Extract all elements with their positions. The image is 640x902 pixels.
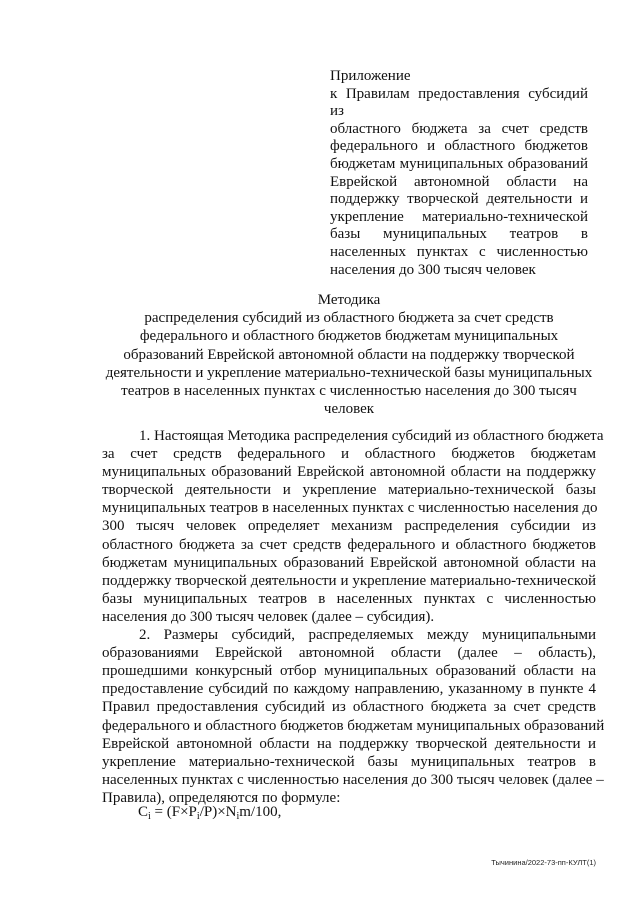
- paragraph-2-line: образованиями Еврейской автономной области (далее – область),: [102, 645, 596, 662]
- formula-subscript: i: [148, 811, 151, 822]
- paragraph-1-line: 1. Настоящая Методика распределения субсидий из областного бюджета: [139, 428, 604, 444]
- document-body: [102, 427, 605, 807]
- paragraph-1-line: бюджетам муниципальных образований Еврейской автономной области на: [102, 554, 596, 571]
- appendix-line: к Правилам предоставления субсидий из: [330, 85, 588, 120]
- formula-part: = (F×P: [150, 804, 197, 820]
- paragraph-1-line: поддержку творческой деятельности и укрепление материально-технической: [102, 572, 596, 589]
- paragraph-2-line: населенных пунктах с численностью населения до 300 тысяч человек (далее –: [102, 771, 604, 788]
- title-line: человек: [323, 401, 375, 418]
- title-line: распределения субсидий из областного бюджета за счет средств: [144, 310, 554, 327]
- appendix-line: населенных пунктах с численностью: [330, 243, 588, 260]
- formula-subscript: i: [196, 811, 200, 822]
- subsidy-formula: [138, 803, 281, 826]
- title-heading: Методика: [317, 292, 381, 308]
- paragraph-1-line: за счет средств федерального и областного бюджетов бюджетам: [102, 446, 596, 463]
- paragraph-1-line: муниципальных образований Еврейской автономной области на поддержку: [102, 464, 596, 481]
- paragraph-2-line: предоставление субсидий по каждому направлению, указанному в пункте 4: [102, 681, 596, 698]
- document-reference-footer: Тычинина/2022-73-пп-КУЛТ(1): [491, 858, 596, 867]
- paragraph-2-line: прошедшими конкурсный отбор муниципальных образований области на: [102, 663, 596, 680]
- formula-part: /P)×N: [199, 804, 237, 820]
- paragraph-1-line: базы муниципальных театров в населенных пунктах с численностью: [102, 590, 596, 607]
- paragraph-2-line: укрепление материально-технической базы муниципальных театров в: [102, 753, 596, 770]
- appendix-line: областного бюджета за счет средств: [330, 120, 588, 137]
- paragraph-1-line: муниципальных театров в населенных пунктах с численностью населения до: [102, 500, 598, 517]
- appendix-line: бюджетам муниципальных образований: [330, 155, 588, 172]
- appendix-line: укрепление материально-технической: [330, 208, 588, 225]
- title-line: деятельности и укрепление материально-технической базы муниципальных: [105, 364, 593, 381]
- document-title: [102, 291, 596, 418]
- paragraph-2-line: 2. Размеры субсидий, распределяемых между муниципальными: [139, 627, 596, 644]
- formula-part: C: [138, 804, 149, 820]
- title-line: театров в населенных пунктах с численностью населения до 300 тысяч: [121, 383, 577, 400]
- appendix-line: поддержку творческой деятельности и: [330, 191, 588, 208]
- paragraph-1-line: населения до 300 тысяч человек (далее – субсидия).: [102, 608, 435, 625]
- appendix-line: федерального и областного бюджетов: [330, 138, 588, 155]
- formula-part: m/100,: [239, 804, 282, 820]
- appendix-line: Еврейской автономной области на: [330, 173, 588, 190]
- appendix-line: базы муниципальных театров в: [330, 226, 588, 243]
- title-line: образований Еврейской автономной области на поддержку творческой: [123, 346, 575, 363]
- appendix-line: населения до 300 тысяч человек: [330, 261, 536, 278]
- paragraph-1-line: областного бюджета за счет средств федерального и областного бюджетов: [102, 536, 596, 553]
- paragraph-1-line: творческой деятельности и укрепление материально-технической базы: [102, 482, 596, 499]
- appendix-header: [330, 68, 588, 279]
- appendix-title: Приложение: [330, 68, 411, 84]
- paragraph-2-line: Правил предоставления субсидий из областного бюджета за счет средств: [102, 699, 596, 716]
- paragraph-1-line: 300 тысяч человек определяет механизм распределения субсидии из: [102, 518, 596, 535]
- paragraph-2-line: Правила), определяются по формуле:: [102, 789, 341, 806]
- paragraph-2-line: федерального и областного бюджетов бюджетам муниципальных образований: [102, 717, 605, 734]
- formula-subscript: i: [236, 811, 240, 822]
- title-line: федерального и областного бюджетов бюджетам муниципальных: [139, 328, 559, 345]
- paragraph-2-line: Еврейской автономной области на поддержку творческой деятельности и: [102, 735, 596, 752]
